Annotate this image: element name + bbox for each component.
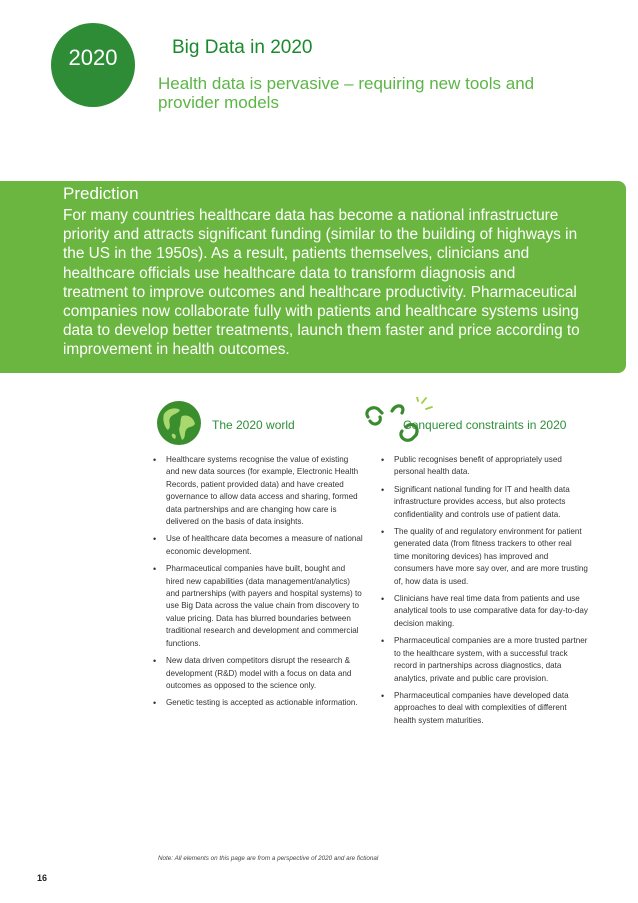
globe-icon — [156, 400, 202, 446]
page-number: 16 — [37, 873, 48, 883]
prediction-panel — [0, 181, 626, 373]
list-item: • The quality of and regulatory environment for patient generated data (from fitness trackers to other real time monitoring devices) has improved and consumers have more say over, and are more trusting of, how data is used. — [381, 526, 589, 588]
list-item: • Pharmaceutical companies have built, bought and hired new capabilities (data management/analytics) and partnerships (with payers and hospital systems) to use Big Data across the value chain from discovery to value pricing. Data has blurred boundaries between traditional research and development and commercial functions. — [153, 563, 363, 650]
prediction-text: For many countries healthcare data has become a national infrastructure priority and attracts significant funding (similar to the building of highways in the US in the 1950s). As a result, patients themselves, clinicians and healthcare officials use healthcare data to transform diagnosis and treatment to improve outcomes and healthcare productivity. Pharmaceutical companies now collaborate fully with patients and healthcare systems using data to develop better treatments, launch them faster and price according to improvement in health outcomes. — [63, 207, 580, 359]
prediction-heading: Prediction — [63, 184, 139, 203]
list-item: • Public recognises benefit of appropriately used personal health data. — [381, 454, 589, 479]
constraints-heading: Conquered constraints in 2020 — [403, 418, 567, 432]
world-heading: The 2020 world — [212, 418, 295, 432]
list-item: • New data driven competitors disrupt the research & development (R&D) model with a focus on data and outcomes as opposed to the science only. — [153, 655, 363, 692]
list-item: • Use of healthcare data becomes a measure of national economic development. — [153, 533, 363, 558]
world-list — [153, 454, 363, 715]
page-title: Big Data in 2020 — [172, 37, 313, 58]
list-item: • Genetic testing is accepted as actionable information. — [153, 697, 363, 709]
page-subtitle: Health data is pervasive – requiring new tools and provider models — [158, 74, 535, 112]
list-item: • Clinicians have real time data from patients and use analytical tools to use comparative data for day-to-day decision making. — [381, 593, 589, 630]
list-item: • Significant national funding for IT and health data infrastructure provides access, but also protects confidentiality and controls use of patient data. — [381, 484, 589, 521]
year-label: 2020 — [68, 45, 118, 70]
constraints-list — [381, 454, 589, 732]
year-badge — [51, 23, 135, 107]
list-item: • Pharmaceutical companies are a more trusted partner to the healthcare system, with a successful track record in partnerships across diagnostics, data analytics, private and public care provision. — [381, 635, 589, 685]
list-item: • Pharmaceutical companies have developed data approaches to deal with complexities of different health system maturities. — [381, 690, 589, 727]
list-item: • Healthcare systems recognise the value of existing and new data sources (for example, Electronic Health Records, patient provided data) and have created governance to allow data access and sharing, formed data partnerships and are changing how care is delivered on the basis of data insights. — [153, 454, 363, 528]
footnote: Note: All elements on this page are from a perspective of 2020 and are fictional — [158, 855, 379, 862]
